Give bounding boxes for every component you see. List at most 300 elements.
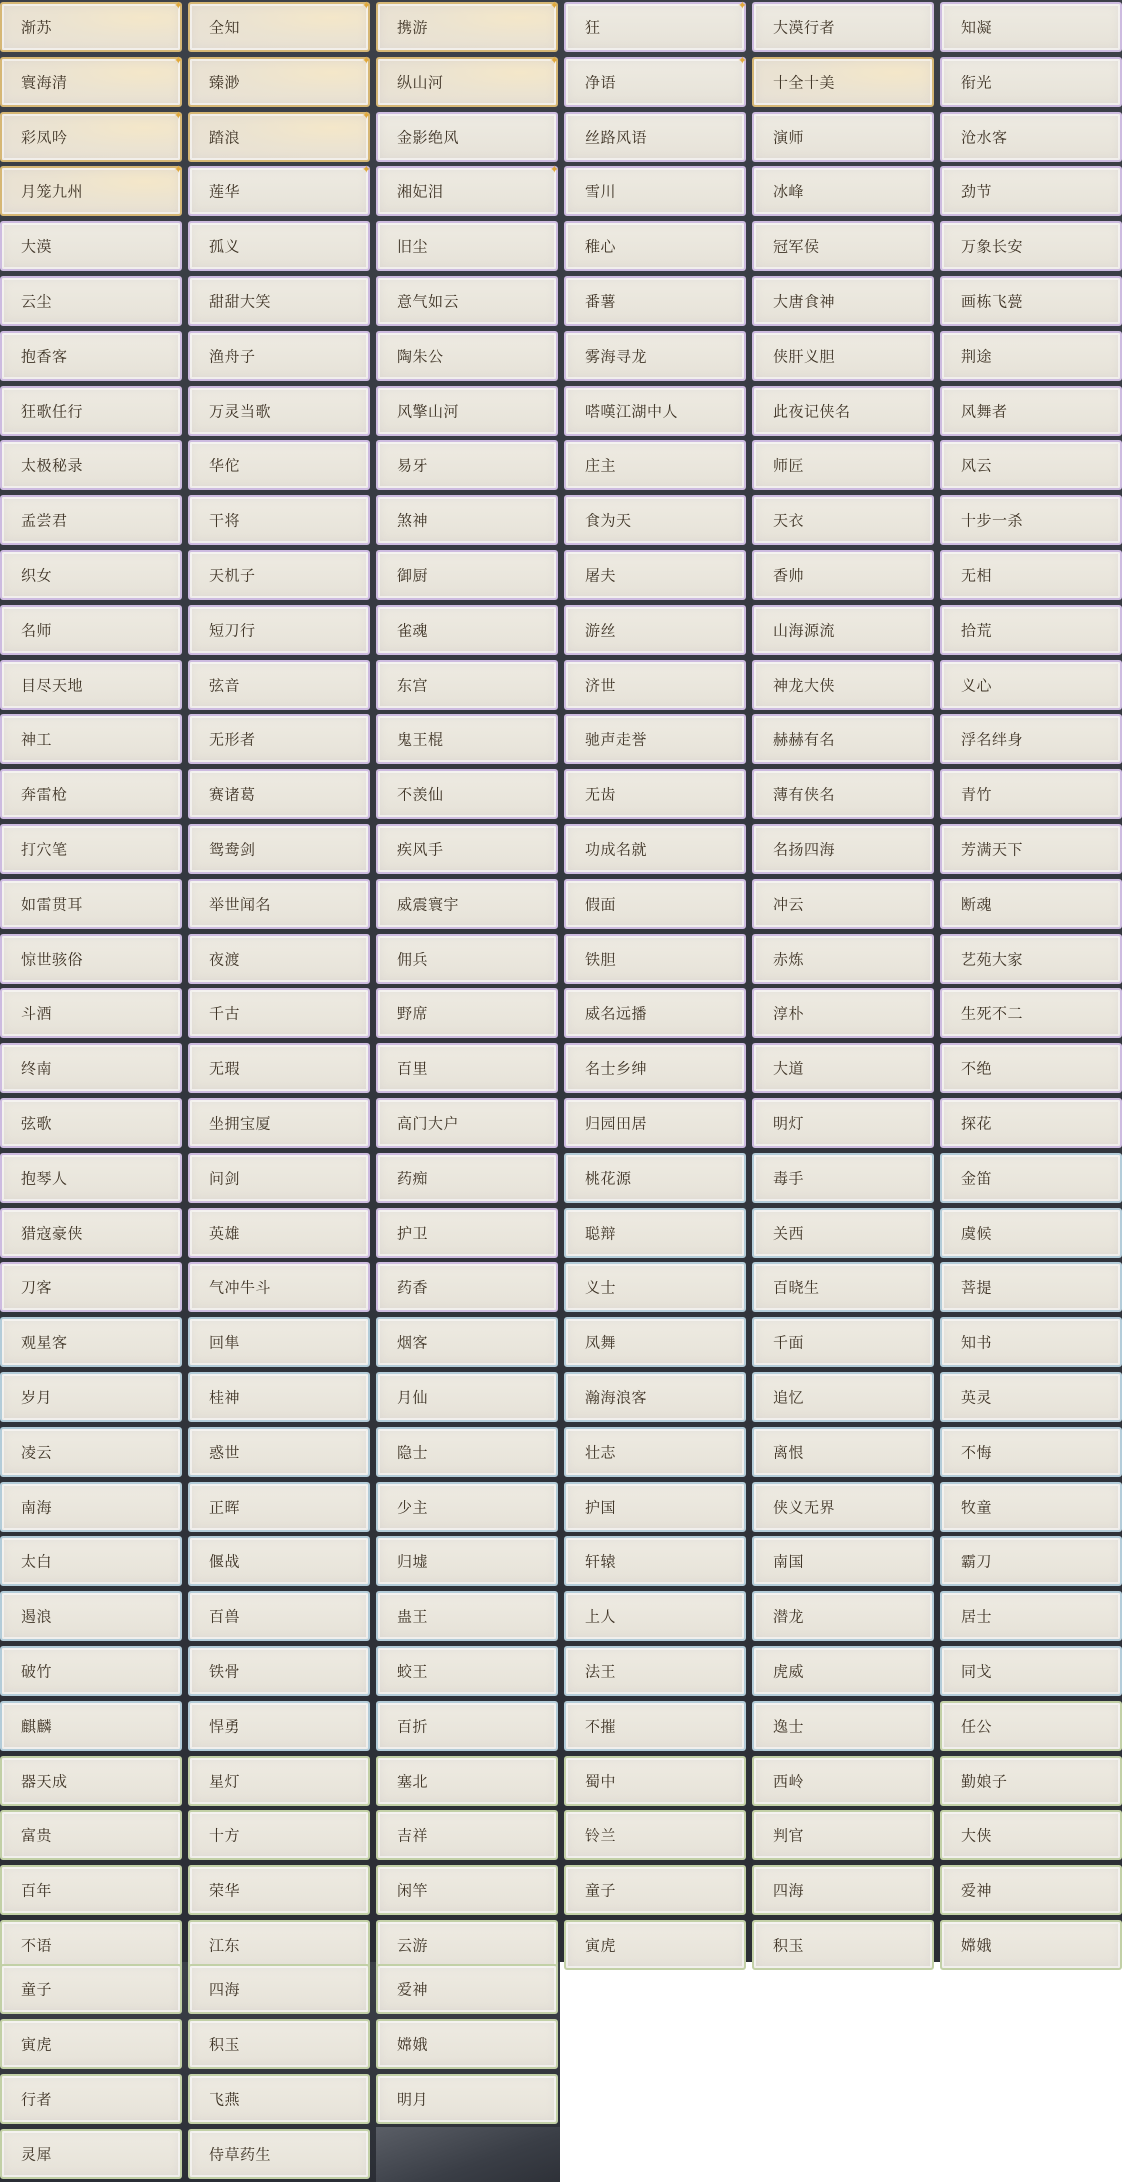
title-tile[interactable]: [376, 769, 558, 819]
title-label: 奔雷枪: [21, 785, 68, 804]
title-tile[interactable]: [188, 769, 370, 819]
title-tile[interactable]: [0, 221, 182, 271]
title-label: 佣兵: [397, 950, 429, 969]
title-tile[interactable]: [0, 440, 182, 490]
title-tile[interactable]: [940, 1043, 1122, 1093]
title-tile[interactable]: [752, 495, 934, 545]
title-tile[interactable]: [752, 112, 934, 162]
title-tile[interactable]: [940, 57, 1122, 107]
title-tile[interactable]: [752, 166, 934, 216]
title-tile[interactable]: [752, 57, 934, 107]
title-tile[interactable]: [564, 550, 746, 600]
title-tile[interactable]: [376, 714, 558, 764]
title-tile[interactable]: [376, 440, 558, 490]
title-label: 烟客: [397, 1333, 429, 1352]
title-tile[interactable]: [752, 1372, 934, 1422]
title-tile[interactable]: [376, 660, 558, 710]
title-tile[interactable]: [940, 2, 1122, 52]
title-tile[interactable]: [188, 988, 370, 1038]
title-tile[interactable]: [940, 1262, 1122, 1312]
title-tile[interactable]: [376, 550, 558, 600]
title-tile[interactable]: [940, 1427, 1122, 1477]
title-label: 义心: [961, 676, 993, 695]
title-tile[interactable]: [376, 1208, 558, 1258]
title-tile[interactable]: [188, 109, 371, 162]
title-tile[interactable]: [376, 879, 558, 929]
title-tile[interactable]: [188, 1865, 370, 1915]
title-tile[interactable]: [752, 769, 934, 819]
title-tile[interactable]: [940, 1920, 1122, 1970]
title-tile[interactable]: [564, 54, 747, 107]
title-label: 无瑕: [209, 1059, 241, 1078]
title-tile[interactable]: [940, 879, 1122, 929]
title-tile[interactable]: [0, 1536, 182, 1586]
title-label: 狂歌任行: [21, 402, 84, 421]
title-tile[interactable]: [564, 1920, 746, 1970]
title-tile[interactable]: [188, 440, 370, 490]
title-tile[interactable]: [0, 495, 182, 545]
title-tile[interactable]: [752, 550, 934, 600]
title-tile[interactable]: [188, 1262, 370, 1312]
title-label: 不羡仙: [397, 785, 444, 804]
title-tile[interactable]: [940, 660, 1122, 710]
title-tile[interactable]: [376, 1756, 558, 1806]
title-label: 遏浪: [21, 1607, 53, 1626]
title-label: 无齿: [585, 785, 617, 804]
title-tile[interactable]: [188, 605, 370, 655]
corner-star-icon: ✦: [173, 109, 183, 122]
title-tile[interactable]: [940, 1810, 1122, 1860]
title-tile[interactable]: [940, 166, 1122, 216]
title-label: 陶朱公: [397, 347, 444, 366]
title-tile[interactable]: [752, 879, 934, 929]
title-tile[interactable]: [940, 386, 1122, 436]
title-tile[interactable]: [564, 1043, 746, 1093]
title-tile[interactable]: [752, 221, 934, 271]
title-tile[interactable]: [0, 386, 182, 436]
title-tile[interactable]: [564, 221, 746, 271]
title-tile[interactable]: [376, 824, 558, 874]
title-tile[interactable]: [188, 2074, 370, 2124]
title-tile[interactable]: [376, 495, 558, 545]
title-tile[interactable]: [940, 1865, 1122, 1915]
title-label: 归园田居: [585, 1114, 648, 1133]
title-label: 星灯: [209, 1772, 241, 1791]
title-tile[interactable]: [0, 1865, 182, 1915]
title-tile[interactable]: [0, 2019, 182, 2069]
title-tile[interactable]: [0, 1920, 182, 1970]
title-label: 净语: [585, 73, 617, 92]
title-tile[interactable]: [564, 605, 746, 655]
title-tile[interactable]: [564, 166, 746, 216]
title-tile[interactable]: [188, 1043, 370, 1093]
corner-star-icon: ✦: [737, 0, 747, 12]
title-tile[interactable]: [752, 1865, 934, 1915]
title-tile[interactable]: [940, 276, 1122, 326]
title-label: 蛊王: [397, 1607, 429, 1626]
title-tile[interactable]: [376, 1646, 558, 1696]
title-tile[interactable]: [752, 988, 934, 1038]
title-tile[interactable]: [376, 1153, 558, 1203]
title-tile[interactable]: [752, 1591, 934, 1641]
title-tile[interactable]: [564, 1482, 746, 1532]
title-tile[interactable]: [752, 1427, 934, 1477]
title-tile[interactable]: [188, 550, 370, 600]
title-label: 渐苏: [21, 18, 53, 37]
title-label: 浮名绊身: [961, 730, 1024, 749]
title-tile[interactable]: [940, 1536, 1122, 1586]
title-tile[interactable]: [752, 1701, 934, 1751]
title-tile[interactable]: [188, 1427, 370, 1477]
title-tile[interactable]: [564, 988, 746, 1038]
title-label: 驰声走誉: [585, 730, 648, 749]
title-tile[interactable]: [376, 605, 558, 655]
title-tile[interactable]: [188, 1372, 370, 1422]
title-tile[interactable]: [564, 1208, 746, 1258]
title-tile[interactable]: [376, 1865, 558, 1915]
title-tile[interactable]: [940, 440, 1122, 490]
title-tile[interactable]: [0, 660, 182, 710]
title-label: 名扬四海: [773, 840, 836, 859]
title-label: 勤娘子: [961, 1772, 1008, 1791]
title-tile[interactable]: [752, 824, 934, 874]
title-label: 鸳鸯剑: [209, 840, 256, 859]
title-label: 携游: [397, 18, 429, 37]
title-tile[interactable]: [0, 109, 183, 162]
title-tile[interactable]: [376, 112, 558, 162]
title-tile[interactable]: [188, 276, 370, 326]
title-tile[interactable]: [188, 1482, 370, 1532]
title-tile[interactable]: [564, 769, 746, 819]
title-tile[interactable]: [188, 1208, 370, 1258]
title-label: 药痴: [397, 1169, 429, 1188]
title-tile[interactable]: [188, 1646, 370, 1696]
title-tile[interactable]: [0, 824, 182, 874]
title-tile[interactable]: [188, 54, 371, 107]
title-tile[interactable]: [564, 1536, 746, 1586]
title-tile[interactable]: [0, 1372, 182, 1422]
title-label: 雀魂: [397, 621, 429, 640]
title-tile[interactable]: [0, 1810, 182, 1860]
title-label: 爱神: [397, 1980, 429, 1999]
title-tile[interactable]: [752, 331, 934, 381]
title-tile[interactable]: [0, 714, 182, 764]
title-tile[interactable]: [940, 331, 1122, 381]
title-label: 不悔: [961, 1443, 993, 1462]
title-tile[interactable]: [376, 2, 558, 52]
title-tile[interactable]: [0, 1317, 182, 1367]
title-tile[interactable]: [188, 331, 370, 381]
title-tile[interactable]: [564, 1317, 746, 1367]
title-tile[interactable]: [376, 386, 558, 436]
title-tile[interactable]: [0, 1756, 182, 1806]
title-label: 百晓生: [773, 1278, 820, 1297]
title-label: 渔舟子: [209, 347, 256, 366]
title-tile[interactable]: [564, 1262, 746, 1312]
title-tile[interactable]: [376, 934, 558, 984]
title-tile[interactable]: [940, 1482, 1122, 1532]
title-tile[interactable]: [564, 934, 746, 984]
title-tile[interactable]: [564, 112, 746, 162]
title-tile[interactable]: [752, 276, 934, 326]
title-tile[interactable]: [940, 714, 1122, 764]
title-tile[interactable]: [940, 112, 1122, 162]
title-tile[interactable]: [188, 2019, 370, 2069]
title-tile[interactable]: [0, 331, 182, 381]
title-tile[interactable]: [0, 1701, 182, 1751]
title-tile[interactable]: [564, 1153, 746, 1203]
title-label: 飞燕: [209, 2090, 241, 2109]
title-tile[interactable]: [752, 605, 934, 655]
title-tile[interactable]: [940, 1756, 1122, 1806]
title-tile[interactable]: [564, 1372, 746, 1422]
title-tile[interactable]: [188, 1153, 370, 1203]
title-label: 举世闻名: [209, 895, 272, 914]
title-tile[interactable]: [940, 1372, 1122, 1422]
title-tile[interactable]: [940, 824, 1122, 874]
title-label: 月笼九州: [21, 182, 84, 201]
title-tile[interactable]: [940, 221, 1122, 271]
title-label: 弦歌: [21, 1114, 53, 1133]
title-label: 甜甜大笑: [209, 292, 272, 311]
title-tile[interactable]: [376, 1043, 558, 1093]
title-tile[interactable]: [376, 331, 558, 381]
title-tile[interactable]: [376, 1810, 558, 1860]
title-tile[interactable]: [564, 495, 746, 545]
title-tile[interactable]: [752, 1536, 934, 1586]
title-label: 大道: [773, 1059, 805, 1078]
title-tile[interactable]: [940, 934, 1122, 984]
title-tile[interactable]: [0, 1262, 182, 1312]
title-tile[interactable]: [752, 1756, 934, 1806]
title-tile[interactable]: [188, 1920, 370, 1970]
title-label: 问剑: [209, 1169, 241, 1188]
title-label: 十方: [209, 1826, 241, 1845]
title-label: 织女: [21, 566, 53, 585]
title-tile[interactable]: [940, 1208, 1122, 1258]
title-tile[interactable]: [376, 54, 559, 107]
title-tile[interactable]: [752, 934, 934, 984]
title-tile[interactable]: [0, 2074, 182, 2124]
title-tile[interactable]: [564, 1865, 746, 1915]
title-tile[interactable]: [752, 1920, 934, 1970]
title-tile[interactable]: [940, 1317, 1122, 1367]
title-tile[interactable]: [188, 1964, 370, 2014]
title-label: 冠军侯: [773, 237, 820, 256]
title-label: 屠夫: [585, 566, 617, 585]
title-label: 明灯: [773, 1114, 805, 1133]
title-tile[interactable]: [752, 1043, 934, 1093]
title-label: 目尽天地: [21, 676, 84, 695]
title-tile[interactable]: [376, 2019, 558, 2069]
title-label: 夜渡: [209, 950, 241, 969]
title-label: 臻渺: [209, 73, 241, 92]
title-label: 逸士: [773, 1717, 805, 1736]
title-tile[interactable]: [0, 1591, 182, 1641]
title-tile[interactable]: [940, 1646, 1122, 1696]
title-label: 山海源流: [773, 621, 836, 640]
title-tile[interactable]: [376, 1317, 558, 1367]
title-tile[interactable]: [376, 276, 558, 326]
title-tile[interactable]: [376, 1372, 558, 1422]
title-tile[interactable]: [376, 1098, 558, 1148]
title-tile[interactable]: [940, 769, 1122, 819]
title-label: 高门大户: [397, 1114, 460, 1133]
title-tile[interactable]: [376, 988, 558, 1038]
title-label: 丝路风语: [585, 128, 648, 147]
title-tile[interactable]: [376, 163, 559, 216]
title-tile[interactable]: [376, 1920, 558, 1970]
title-tile[interactable]: [564, 331, 746, 381]
title-tile[interactable]: [0, 1098, 182, 1148]
title-tile[interactable]: [564, 660, 746, 710]
title-label: 义士: [585, 1278, 617, 1297]
title-tile[interactable]: [0, 1043, 182, 1093]
title-tile[interactable]: [0, 1646, 182, 1696]
title-label: 无形者: [209, 730, 256, 749]
title-tile[interactable]: [376, 1262, 558, 1312]
title-tile[interactable]: [940, 550, 1122, 600]
title-tile[interactable]: [0, 988, 182, 1038]
title-tile[interactable]: [0, 605, 182, 655]
title-tile[interactable]: [0, 934, 182, 984]
title-tile[interactable]: [0, 1482, 182, 1532]
title-tile[interactable]: [188, 1810, 370, 1860]
title-label: 惊世骇俗: [21, 950, 84, 969]
title-tile[interactable]: [752, 1810, 934, 1860]
title-tile[interactable]: [752, 1262, 934, 1312]
title-tile[interactable]: [0, 1208, 182, 1258]
title-tile[interactable]: [188, 2129, 370, 2179]
title-tile[interactable]: [940, 988, 1122, 1038]
corner-star-icon: ✦: [361, 109, 371, 122]
title-tile[interactable]: [564, 1098, 746, 1148]
title-label: 莲华: [209, 182, 241, 201]
title-tile[interactable]: [0, 2, 182, 52]
title-label: 云尘: [21, 292, 53, 311]
title-label: 庄主: [585, 456, 617, 475]
title-tile[interactable]: [188, 2, 370, 52]
title-tile[interactable]: [0, 1427, 182, 1477]
title-tile[interactable]: [752, 1482, 934, 1532]
title-tile[interactable]: [376, 1701, 558, 1751]
title-label: 偃战: [209, 1552, 241, 1571]
title-tile[interactable]: [752, 714, 934, 764]
title-tile[interactable]: [752, 2, 934, 52]
title-tile[interactable]: [188, 1591, 370, 1641]
title-tile[interactable]: [752, 1317, 934, 1367]
title-tile[interactable]: [752, 386, 934, 436]
title-tile[interactable]: [564, 1756, 746, 1806]
title-tile[interactable]: [188, 1317, 370, 1367]
title-tile[interactable]: [188, 386, 370, 436]
title-tile[interactable]: [752, 440, 934, 490]
title-label: 神工: [21, 730, 53, 749]
title-tile[interactable]: [564, 440, 746, 490]
title-tile[interactable]: [564, 1591, 746, 1641]
title-label: 大漠: [21, 237, 53, 256]
title-tile[interactable]: [0, 769, 182, 819]
title-label: 明月: [397, 2090, 429, 2109]
title-label: 荣华: [209, 1881, 241, 1900]
title-tile[interactable]: [188, 1536, 370, 1586]
title-label: 百年: [21, 1881, 53, 1900]
title-tile[interactable]: [188, 495, 370, 545]
title-tile[interactable]: [0, 276, 182, 326]
title-tile[interactable]: [376, 2074, 558, 2124]
title-tile[interactable]: [376, 1964, 558, 2014]
title-tile[interactable]: [188, 1756, 370, 1806]
title-tile[interactable]: [564, 1701, 746, 1751]
title-tile[interactable]: [564, 1427, 746, 1477]
title-tile[interactable]: [188, 1701, 370, 1751]
title-tile[interactable]: [188, 221, 370, 271]
title-label: 判官: [773, 1826, 805, 1845]
title-tile[interactable]: [188, 660, 370, 710]
title-tile[interactable]: [188, 1098, 370, 1148]
title-tile[interactable]: [752, 1208, 934, 1258]
title-tile[interactable]: [0, 2129, 182, 2179]
title-tile[interactable]: [940, 1701, 1122, 1751]
title-tile[interactable]: [0, 1964, 182, 2014]
title-label: 万灵当歌: [209, 402, 272, 421]
title-tile[interactable]: [564, 824, 746, 874]
title-label: 器天成: [21, 1772, 68, 1791]
title-label: 百折: [397, 1717, 429, 1736]
title-tile[interactable]: [188, 714, 370, 764]
title-tile[interactable]: [188, 824, 370, 874]
title-tile[interactable]: [376, 221, 558, 271]
title-tile[interactable]: [564, 2, 746, 52]
title-tile[interactable]: [564, 276, 746, 326]
title-tile[interactable]: [376, 1482, 558, 1532]
title-label: 不绝: [961, 1059, 993, 1078]
title-label: 十全十美: [773, 73, 836, 92]
title-tile[interactable]: [940, 495, 1122, 545]
title-tile[interactable]: [940, 1098, 1122, 1148]
title-label: 百里: [397, 1059, 429, 1078]
title-tile[interactable]: [752, 1153, 934, 1203]
title-tile[interactable]: [940, 605, 1122, 655]
title-tile[interactable]: [752, 1646, 934, 1696]
title-label: 短刀行: [209, 621, 256, 640]
title-tile[interactable]: [0, 54, 183, 107]
title-tile[interactable]: [0, 879, 182, 929]
title-tile[interactable]: [752, 1098, 934, 1148]
title-tile[interactable]: [564, 386, 746, 436]
title-label: 画栋飞甍: [961, 292, 1024, 311]
title-tile[interactable]: [0, 163, 183, 216]
title-tile[interactable]: [752, 660, 934, 710]
title-tile[interactable]: [376, 1591, 558, 1641]
title-tile[interactable]: [564, 1646, 746, 1696]
title-tile[interactable]: [564, 714, 746, 764]
title-tile[interactable]: [0, 1153, 182, 1203]
title-tile[interactable]: [564, 1810, 746, 1860]
title-tile[interactable]: [0, 550, 182, 600]
title-label: 牧童: [961, 1498, 993, 1517]
title-tile[interactable]: [940, 1591, 1122, 1641]
title-tile[interactable]: [376, 1427, 558, 1477]
title-tile[interactable]: [940, 1153, 1122, 1203]
title-tile[interactable]: [376, 1536, 558, 1586]
title-tile[interactable]: [188, 879, 370, 929]
title-label: 赛诸葛: [209, 785, 256, 804]
title-tile[interactable]: [188, 934, 370, 984]
title-tile[interactable]: [188, 163, 371, 216]
title-label: 师匠: [773, 456, 805, 475]
title-tile[interactable]: [564, 879, 746, 929]
